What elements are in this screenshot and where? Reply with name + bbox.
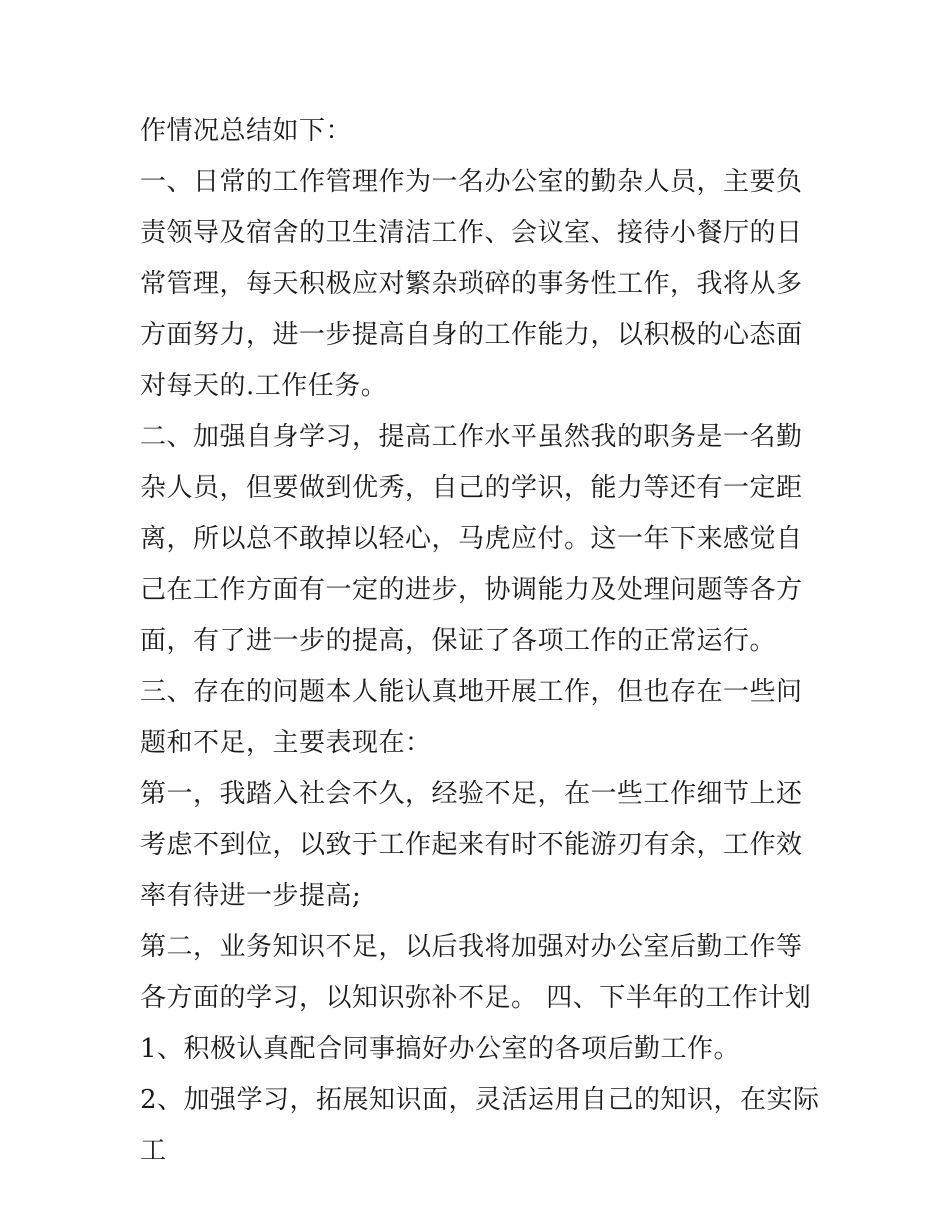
paragraph-point-1: 第一，我踏入社会不久，经验不足，在一些工作细节上还考虑不到位，以致于工作起来有时不能游刃有余，工作效率有待进一步提高;: [140, 779, 803, 911]
paragraph-section-1: 一、日常的工作管理作为一名办公室的勤杂人员，主要负责领导及宿舍的卫生清洁工作、会议室、接待小餐厅的日常管理，每天积极应对繁杂琐碎的事务性工作，我将从多方面努力，进一步提高自身的工作能力，以积极的心态面对每天的.工作任务。: [140, 167, 803, 401]
document-body: [140, 106, 820, 1177]
paragraph-section-2: 二、加强自身学习，提高工作水平虽然我的职务是一名勤杂人员，但要做到优秀，自己的学识，能力等还有一定距离，所以总不敢掉以轻心，马虎应付。这一年下来感觉自己在工作方面有一定的进步，协调能力及处理问题等各方面，有了进一步的提高，保证了各项工作的正常运行。: [140, 422, 803, 656]
paragraph-point-2: 第二，业务知识不足，以后我将加强对办公室后勤工作等各方面的学习，以知识弥补不足。 四、下半年的工作计划 1、积极认真配合同事搞好办公室的各项后勤工作。: [140, 932, 812, 1064]
paragraph-plan-2: 2、加强学习，拓展知识面，灵活运用自己的知识，在实际工: [140, 1085, 820, 1166]
paragraph-section-3: 三、存在的问题本人能认真地开展工作，但也存在一些问题和不足，主要表现在：: [140, 677, 803, 758]
paragraph-intro: 作情况总结如下：: [140, 116, 353, 146]
